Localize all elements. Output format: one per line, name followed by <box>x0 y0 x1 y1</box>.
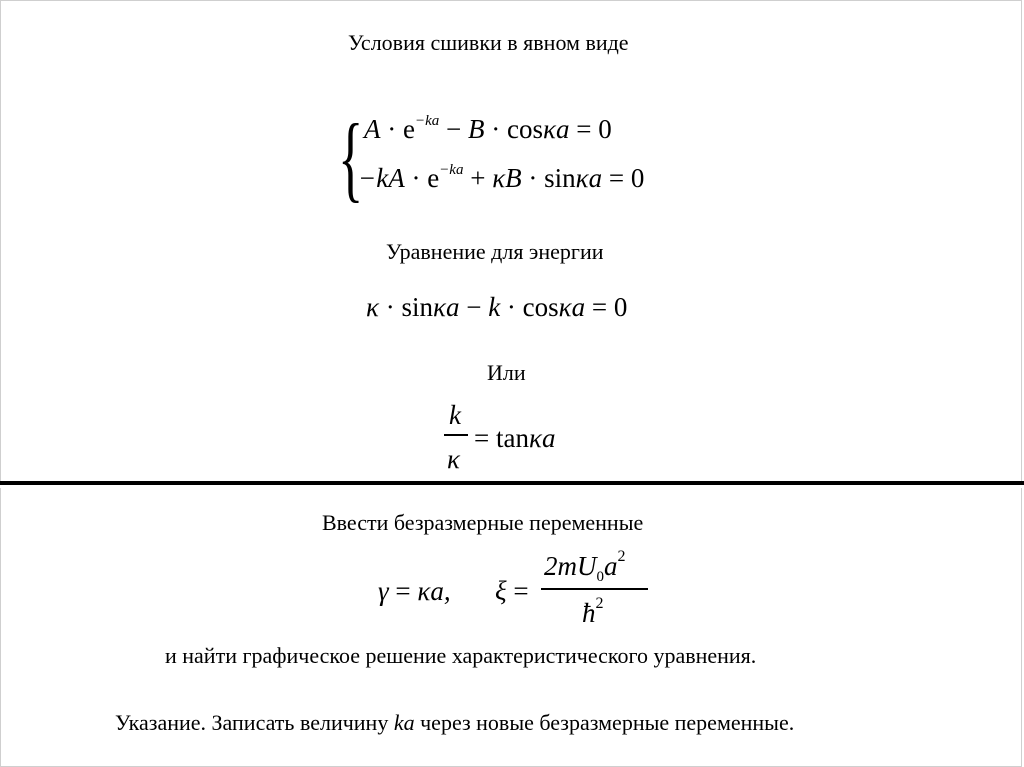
en-minus: − <box>466 292 482 322</box>
tan-numerator: k <box>449 400 461 430</box>
system-equation-2 <box>358 162 645 193</box>
hint-suffix: через новые безразмерные переменные. <box>414 710 795 735</box>
en-kappa: κ <box>366 292 379 322</box>
eq2-plus: + <box>470 163 486 193</box>
vars-den-sup: 2 <box>595 595 604 612</box>
vars-gamma-def <box>378 578 451 605</box>
vars-eq2: = <box>513 576 529 606</box>
vars-denominator <box>582 595 604 628</box>
en-sin: sin <box>401 292 433 322</box>
en-dot2: · <box>506 292 516 322</box>
heading-or: Или <box>487 360 526 385</box>
eq1-cos: cos <box>507 114 543 144</box>
eq2-exponent: −ka <box>439 162 464 178</box>
find-graphical-solution-text: и найти графическое решение характеристического уравнения. <box>165 643 757 668</box>
energy-equation <box>366 294 627 321</box>
eq1-exponent: −ka <box>414 113 440 129</box>
eq2-minus-ka: −kA <box>358 163 405 193</box>
tan-rhs <box>474 425 555 452</box>
vars-eq1: = <box>395 576 411 606</box>
eq2-dot2: · <box>528 163 538 193</box>
eq2-equals: = <box>608 163 625 193</box>
eq1-dot1: · <box>387 114 397 144</box>
tan-equals: = <box>474 423 490 453</box>
eq2-sin: sin <box>544 163 576 193</box>
tan-kappa-a: κa <box>528 423 556 453</box>
eq1-equals: = <box>576 114 592 144</box>
en-equals: = <box>591 292 608 322</box>
vars-num-sub: 0 <box>596 569 604 585</box>
vars-xi-def <box>495 578 529 605</box>
en-kappa-a1: κa <box>432 292 460 322</box>
section-divider <box>0 481 1024 485</box>
hint-ka: ka <box>393 710 415 735</box>
en-k: k <box>488 292 501 322</box>
vars-num-sup: 2 <box>617 548 626 565</box>
hint-prefix: Указание. Записать величину <box>115 710 394 735</box>
eq2-zero: 0 <box>630 163 645 193</box>
eq1-b: B <box>468 114 485 144</box>
eq1-kappa-a: κa <box>543 114 570 144</box>
vars-numerator <box>544 548 626 585</box>
eq1-zero: 0 <box>598 114 612 144</box>
tan-fn: tan <box>495 423 529 453</box>
tan-fraction-bar <box>444 434 468 436</box>
eq1-e: e <box>403 114 415 144</box>
en-zero: 0 <box>613 292 628 322</box>
system-brace: { <box>338 104 364 211</box>
eq1-dot2: · <box>491 114 501 144</box>
heading-matching-conditions: Условия сшивки в явном виде <box>348 30 629 55</box>
eq1-a: A <box>364 114 381 144</box>
vars-xi: ξ <box>495 576 507 606</box>
en-cos: cos <box>522 292 559 322</box>
eq2-kappa-a: κa <box>575 163 603 193</box>
eq1-minus: − <box>446 114 462 144</box>
en-kappa-a2: κa <box>558 292 586 322</box>
vars-num-a: 2mU <box>544 551 597 581</box>
heading-energy-equation: Уравнение для энергии <box>386 239 604 264</box>
vars-fraction-bar <box>541 588 648 590</box>
vars-gamma: γ <box>378 576 389 606</box>
tan-denominator: κ <box>447 444 460 474</box>
heading-dimensionless-vars: Ввести безразмерные переменные <box>322 510 644 535</box>
system-equation-1 <box>364 113 612 144</box>
vars-num-b: a <box>604 551 618 581</box>
vars-hbar: ħ <box>582 598 596 628</box>
eq2-kappa-b: κB <box>492 163 522 193</box>
eq2-dot1: · <box>411 163 421 193</box>
hint-text <box>115 712 794 734</box>
eq2-e: e <box>427 163 440 193</box>
vars-kappa-a: κa, <box>417 576 451 606</box>
en-dot1: · <box>385 292 395 322</box>
